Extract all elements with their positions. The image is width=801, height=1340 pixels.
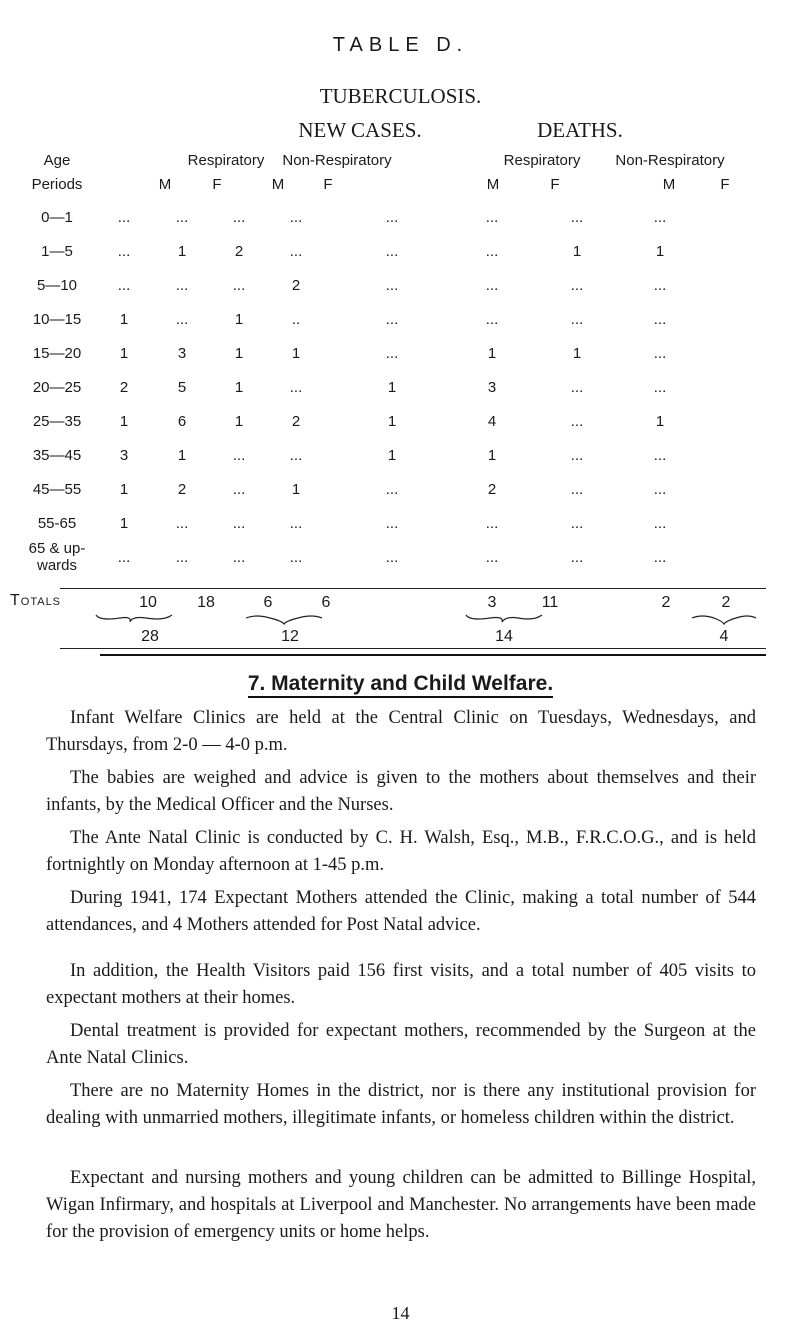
table-row (22, 200, 688, 234)
table-cell: ... (570, 514, 584, 532)
table-row (22, 540, 688, 574)
grand-total-value: 14 (495, 628, 513, 645)
table-cell: 4 (487, 412, 497, 430)
table-cell: 1 (387, 378, 397, 396)
table-cell: ... (175, 548, 189, 566)
table-cell: ... (117, 208, 131, 226)
total-value: 18 (197, 594, 215, 611)
double-rule (100, 654, 766, 656)
age-period: 35—45 (32, 446, 82, 464)
table-cell: ... (653, 446, 667, 464)
table-cell: ... (232, 548, 246, 566)
table-cell: ... (117, 242, 131, 260)
table-cell: ... (570, 310, 584, 328)
table-cell: ... (385, 208, 399, 226)
totals-top-rule (60, 588, 766, 589)
table-cell: ... (175, 514, 189, 532)
col-m: M (271, 176, 285, 193)
table-cell: ... (232, 208, 246, 226)
table-cell: ... (653, 276, 667, 294)
table-cell: 1 (234, 310, 244, 328)
table-cell: ... (653, 514, 667, 532)
paragraph: Infant Welfare Clinics are held at the Central Clinic on Tuesdays, Wednesdays, and Thursdays, from 2-0 — 4-0 p.m. (46, 708, 756, 755)
grand-bottom-rule (60, 648, 766, 649)
group-deaths: DEATHS. (537, 118, 623, 142)
table-cell: ... (570, 208, 584, 226)
table-cell: .. (291, 310, 301, 328)
table-cell: ... (653, 344, 667, 362)
page-number: 14 (391, 1303, 410, 1323)
col-f: F (720, 176, 730, 193)
table-cell: ... (385, 344, 399, 362)
table-cell: ... (232, 480, 246, 498)
paragraph: The babies are weighed and advice is given to the mothers about themselves and their infants, by the Medical Officer and the Nurses. (46, 768, 756, 815)
table-cell: ... (385, 276, 399, 294)
table-cell: ... (289, 378, 303, 396)
col-nonrespiratory-deaths: Non-Respiratory (615, 152, 725, 169)
table-cell: 3 (177, 344, 187, 362)
paragraph: There are no Maternity Homes in the district, nor is there any institutional provision for dealing with unmarried mothers, illegitimate infants, or homeless children within the district. (46, 1081, 756, 1128)
table-cell: ... (385, 514, 399, 532)
total-value: 2 (661, 594, 671, 611)
grouping-braces (0, 612, 801, 642)
table-cell: 3 (119, 446, 129, 464)
table-cell: ... (385, 548, 399, 566)
col-respiratory-new: Respiratory (187, 152, 265, 169)
totals-label: Totals (10, 592, 62, 609)
table-title: TABLE D. (332, 34, 469, 56)
age-period: 15—20 (32, 344, 82, 362)
table-cell: ... (653, 310, 667, 328)
table-cell: ... (653, 480, 667, 498)
table-cell: ... (653, 378, 667, 396)
age-label: 65 & up- (28, 540, 86, 557)
table-cell: 1 (234, 344, 244, 362)
table-row (22, 472, 688, 506)
section-heading (0, 672, 801, 696)
table-cell: ... (653, 548, 667, 566)
table-cell: ... (570, 412, 584, 430)
table-cell: 1 (119, 412, 129, 430)
table-cell: 1 (177, 242, 187, 260)
col-periods: Periods (31, 176, 83, 193)
table-cell: ... (117, 276, 131, 294)
col-m: M (662, 176, 676, 193)
age-period: 55-65 (37, 514, 77, 532)
table-cell: 1 (177, 446, 187, 464)
col-m: M (158, 176, 172, 193)
table-cell: 1 (572, 344, 582, 362)
table-subtitle: TUBERCULOSIS. (319, 84, 482, 108)
paragraph: During 1941, 174 Expectant Mothers attended the Clinic, making a total number of 544 attendances, and 4 Mothers attended for Post Natal advice. (46, 888, 756, 935)
col-respiratory-deaths: Respiratory (503, 152, 581, 169)
total-value: 10 (139, 594, 157, 611)
table-cell: 2 (487, 480, 497, 498)
table-cell: 2 (291, 276, 301, 294)
table-cell: ... (570, 378, 584, 396)
table-cell: ... (485, 548, 499, 566)
table-row (22, 302, 688, 336)
col-age: Age (43, 152, 71, 169)
table-cell: 1 (119, 480, 129, 498)
table-cell: ... (385, 310, 399, 328)
table-cell: ... (175, 208, 189, 226)
grand-total-value: 4 (719, 628, 729, 645)
age-period: 10—15 (32, 310, 82, 328)
age-period: 45—55 (32, 480, 82, 498)
table-cell: 1 (119, 514, 129, 532)
table-cell: 1 (119, 344, 129, 362)
group-new-cases: NEW CASES. (298, 118, 422, 142)
table-cell: ... (653, 208, 667, 226)
table-row (22, 268, 688, 302)
paragraph: In addition, the Health Visitors paid 156 first visits, and a total number of 405 visits to expectant mothers at their homes. (46, 961, 756, 1008)
table-cell: ... (232, 514, 246, 532)
table-cell: ... (232, 276, 246, 294)
table-cell: 2 (177, 480, 187, 498)
table-cell: ... (485, 208, 499, 226)
table-cell: ... (570, 548, 584, 566)
paragraph: The Ante Natal Clinic is conducted by C. H. Walsh, Esq., M.B., F.R.C.O.G., and is held fortnightly on Monday afternoon at 1-45 p.m. (46, 828, 756, 875)
table-cell: ... (289, 514, 303, 532)
table-cell: 1 (655, 412, 665, 430)
table-cell: 1 (234, 378, 244, 396)
table-cell: ... (385, 480, 399, 498)
age-period: 25—35 (32, 412, 82, 430)
table-cell: 2 (234, 242, 244, 260)
col-f: F (212, 176, 222, 193)
grand-total-value: 12 (281, 628, 299, 645)
age-period (22, 540, 92, 574)
table-row (22, 370, 688, 404)
grand-total-value: 28 (141, 628, 159, 645)
table-cell: 1 (234, 412, 244, 430)
col-f: F (550, 176, 560, 193)
table-cell: 1 (487, 446, 497, 464)
paragraph: Dental treatment is provided for expectant mothers, recommended by the Surgeon at the Ante Natal Clinics. (46, 1021, 756, 1068)
section-heading-text: 7. Maternity and Child Welfare. (248, 672, 553, 698)
col-m: M (486, 176, 500, 193)
table-cell: 2 (291, 412, 301, 430)
table-row (22, 234, 688, 268)
table-cell: ... (570, 276, 584, 294)
age-period: 0—1 (41, 208, 73, 226)
table-cell: 1 (655, 242, 665, 260)
table-cell: 1 (291, 480, 301, 498)
table-cell: 5 (177, 378, 187, 396)
table-cell: ... (485, 242, 499, 260)
total-value: 2 (721, 594, 731, 611)
table-cell: 3 (487, 378, 497, 396)
tuberculosis-table (22, 200, 688, 574)
table-cell: 1 (387, 446, 397, 464)
table-cell: ... (289, 446, 303, 464)
table-cell: ... (289, 242, 303, 260)
table-cell: ... (117, 548, 131, 566)
table-row (22, 438, 688, 472)
table-cell: ... (175, 310, 189, 328)
table-cell: 1 (119, 310, 129, 328)
table-cell: ... (232, 446, 246, 464)
age-label-cont: wards (36, 557, 77, 574)
age-period: 1—5 (41, 242, 73, 260)
table-cell: ... (485, 514, 499, 532)
table-cell: 1 (487, 344, 497, 362)
table-cell: ... (289, 208, 303, 226)
table-cell: ... (175, 276, 189, 294)
table-cell: ... (485, 276, 499, 294)
paragraph: Expectant and nursing mothers and young children can be admitted to Billinge Hospital, Wigan Infirmary, and hospitals at Liverpool and Manchester. No arrangements have been made for the provision of emergency units or home helps. (46, 1168, 756, 1242)
table-cell: 1 (572, 242, 582, 260)
table-cell: ... (570, 446, 584, 464)
col-f: F (323, 176, 333, 193)
table-cell: 2 (119, 378, 129, 396)
total-value: 3 (487, 594, 497, 611)
total-value: 6 (263, 594, 273, 611)
table-row (22, 404, 688, 438)
table-cell: ... (385, 242, 399, 260)
table-cell: 1 (387, 412, 397, 430)
table-cell: 6 (177, 412, 187, 430)
age-period: 5—10 (36, 276, 78, 294)
col-nonrespiratory-new: Non-Respiratory (282, 152, 392, 169)
table-row (22, 336, 688, 370)
total-value: 6 (321, 594, 331, 611)
table-cell: ... (570, 480, 584, 498)
table-cell: ... (485, 310, 499, 328)
table-row (22, 506, 688, 540)
table-cell: 1 (291, 344, 301, 362)
age-period: 20—25 (32, 378, 82, 396)
total-value: 11 (541, 594, 559, 611)
table-cell: ... (289, 548, 303, 566)
